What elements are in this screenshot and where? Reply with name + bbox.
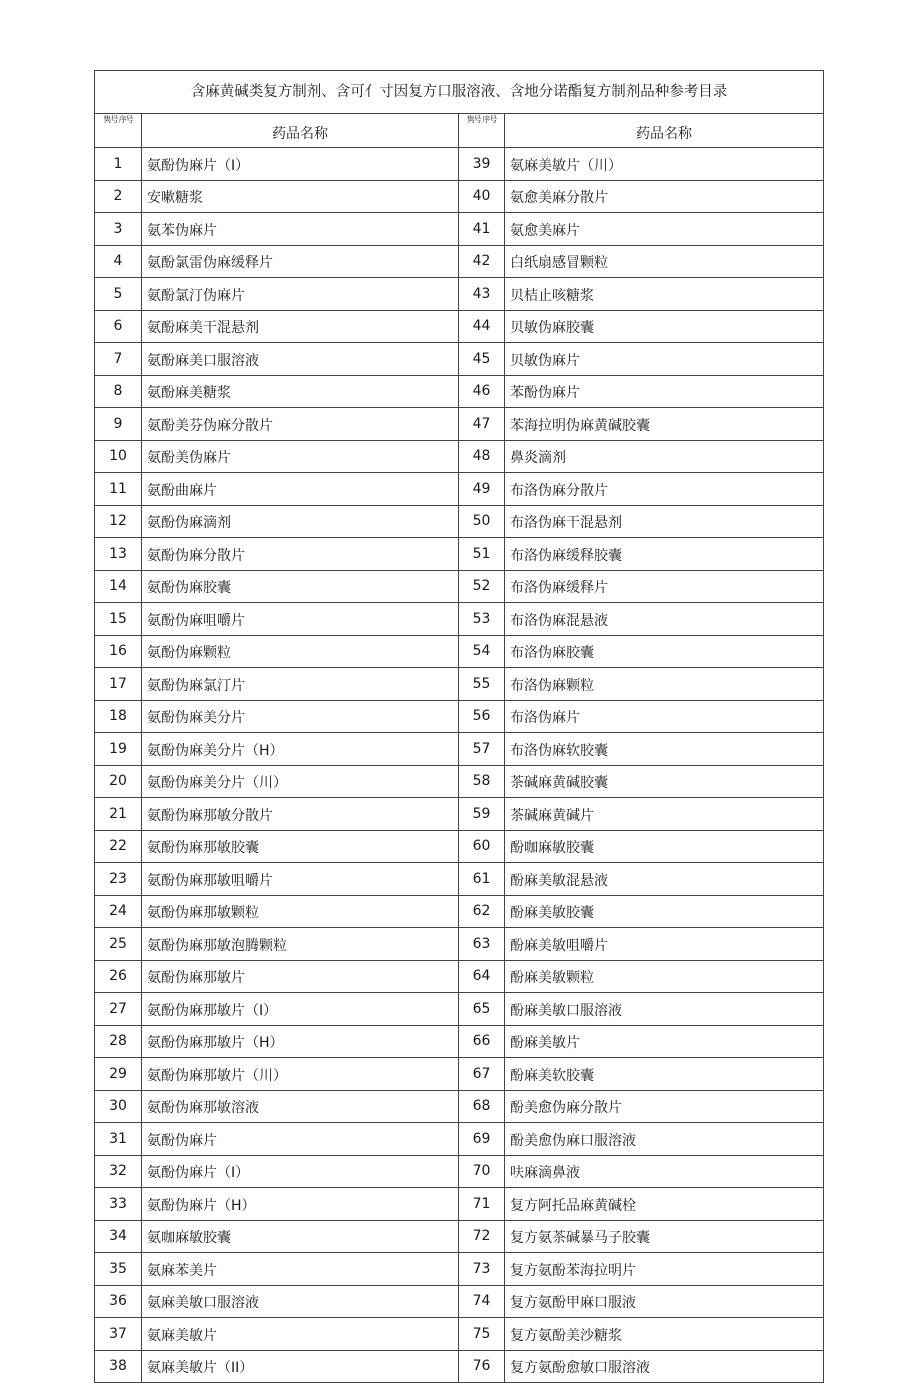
- row-number-left: 6: [95, 310, 142, 343]
- row-number-right: 57: [459, 733, 505, 766]
- drug-name-left: 氨酚伪麻美分片: [142, 700, 459, 733]
- table-row: [95, 473, 824, 506]
- row-number-right: 53: [459, 603, 505, 636]
- drug-name-right: 布洛伪麻缓释胶囊: [505, 538, 824, 571]
- drug-name-left: 氨酚伪麻那敏片（I）: [142, 993, 459, 1026]
- drug-name-left: 氨酚伪麻分散片: [142, 538, 459, 571]
- drug-name-left: 氨酚氯雷伪麻缓释片: [142, 245, 459, 278]
- drug-name-right: 复方氨茶碱暴马子胶囊: [505, 1220, 824, 1253]
- row-number-left: 3: [95, 213, 142, 246]
- drug-name-right: 布洛伪麻片: [505, 700, 824, 733]
- row-number-right: 71: [459, 1188, 505, 1221]
- row-number-left: 25: [95, 928, 142, 961]
- drug-name-right: 复方氨酚甲麻口服液: [505, 1285, 824, 1318]
- drug-name-left: 氨麻苯美片: [142, 1253, 459, 1286]
- table-row: [95, 213, 824, 246]
- row-number-right: 51: [459, 538, 505, 571]
- drug-name-right: 布洛伪麻颗粒: [505, 668, 824, 701]
- drug-name-left: 氨酚伪麻那敏咀嚼片: [142, 863, 459, 896]
- row-number-right: 67: [459, 1058, 505, 1091]
- drug-name-right: 复方阿托品麻黄碱栓: [505, 1188, 824, 1221]
- row-number-left: 28: [95, 1025, 142, 1058]
- row-number-left: 22: [95, 830, 142, 863]
- row-number-right: 49: [459, 473, 505, 506]
- drug-name-left: 氨酚伪麻美分片（H）: [142, 733, 459, 766]
- drug-name-left: 氨酚麻美口服溶液: [142, 343, 459, 376]
- drug-name-left: 氨酚伪麻那敏颗粒: [142, 895, 459, 928]
- header-row: [95, 114, 824, 148]
- drug-name-right: 复方氨酚愈敏口服溶液: [505, 1350, 824, 1383]
- row-number-right: 74: [459, 1285, 505, 1318]
- row-number-right: 73: [459, 1253, 505, 1286]
- table-row: [95, 1155, 824, 1188]
- row-number-right: 70: [459, 1155, 505, 1188]
- table-row: [95, 343, 824, 376]
- row-number-left: 26: [95, 960, 142, 993]
- row-number-left: 15: [95, 603, 142, 636]
- drug-name-left: 氨酚美伪麻片: [142, 440, 459, 473]
- table-row: [95, 700, 824, 733]
- drug-name-right: 酚美愈伪麻分散片: [505, 1090, 824, 1123]
- row-number-right: 61: [459, 863, 505, 896]
- title-row: [95, 71, 824, 114]
- table-row: [95, 895, 824, 928]
- drug-name-right: 茶碱麻黄碱胶囊: [505, 765, 824, 798]
- row-number-left: 19: [95, 733, 142, 766]
- drug-name-left: 氨酚伪麻颗粒: [142, 635, 459, 668]
- drug-name-right: 酚麻美软胶囊: [505, 1058, 824, 1091]
- row-number-right: 72: [459, 1220, 505, 1253]
- row-number-right: 46: [459, 375, 505, 408]
- drug-name-left: 氨酚伪麻那敏溶液: [142, 1090, 459, 1123]
- drug-name-right: 苯海拉明伪麻黄碱胶囊: [505, 408, 824, 441]
- table-row: [95, 440, 824, 473]
- row-number-right: 52: [459, 570, 505, 603]
- row-number-right: 54: [459, 635, 505, 668]
- row-number-left: 20: [95, 765, 142, 798]
- drug-name-left: 氨咖麻敏胶囊: [142, 1220, 459, 1253]
- drug-name-left: 氨酚美芬伪麻分散片: [142, 408, 459, 441]
- row-number-left: 5: [95, 278, 142, 311]
- drug-name-right: 呋麻滴鼻液: [505, 1155, 824, 1188]
- row-number-right: 39: [459, 148, 505, 181]
- header-name-left: 药品名称: [142, 114, 459, 148]
- row-number-left: 29: [95, 1058, 142, 1091]
- table-row: [95, 1025, 824, 1058]
- drug-name-right: 氨愈美麻分散片: [505, 180, 824, 213]
- drug-name-right: 酚麻美敏口服溶液: [505, 993, 824, 1026]
- row-number-left: 37: [95, 1318, 142, 1351]
- header-number-right: 隽号 序号: [459, 114, 505, 148]
- table-row: [95, 1285, 824, 1318]
- row-number-left: 14: [95, 570, 142, 603]
- drug-name-left: 氨苯伪麻片: [142, 213, 459, 246]
- row-number-left: 38: [95, 1350, 142, 1383]
- drug-name-left: 氨酚伪麻片（I）: [142, 148, 459, 181]
- table-row: [95, 1318, 824, 1351]
- drug-name-left: 氨酚伪麻美分片（川）: [142, 765, 459, 798]
- document-title: 含麻黄碱类复方制剂、含可亻寸因复方口服溶液、含地分诺酯复方制剂品种参考目录: [95, 71, 824, 114]
- table-row: [95, 635, 824, 668]
- drug-name-right: 鼻炎滴剂: [505, 440, 824, 473]
- row-number-right: 60: [459, 830, 505, 863]
- row-number-right: 44: [459, 310, 505, 343]
- table-row: [95, 993, 824, 1026]
- drug-name-left: 氨麻美敏片（II）: [142, 1350, 459, 1383]
- row-number-left: 27: [95, 993, 142, 1026]
- row-number-left: 2: [95, 180, 142, 213]
- drug-name-left: 氨酚伪麻滴剂: [142, 505, 459, 538]
- row-number-left: 13: [95, 538, 142, 571]
- drug-name-right: 酚麻美敏片: [505, 1025, 824, 1058]
- row-number-left: 23: [95, 863, 142, 896]
- table-row: [95, 765, 824, 798]
- drug-name-right: 布洛伪麻胶囊: [505, 635, 824, 668]
- row-number-left: 12: [95, 505, 142, 538]
- drug-name-right: 布洛伪麻干混悬剂: [505, 505, 824, 538]
- row-number-left: 11: [95, 473, 142, 506]
- drug-name-right: 酚美愈伪麻口服溶液: [505, 1123, 824, 1156]
- drug-name-left: 氨酚伪麻片（I）: [142, 1155, 459, 1188]
- drug-name-right: 贝敏伪麻片: [505, 343, 824, 376]
- drug-name-left: 氨酚伪麻片: [142, 1123, 459, 1156]
- row-number-left: 24: [95, 895, 142, 928]
- drug-name-left: 氨酚伪麻片（H）: [142, 1188, 459, 1221]
- drug-name-left: 氨酚麻美糖浆: [142, 375, 459, 408]
- row-number-right: 56: [459, 700, 505, 733]
- row-number-right: 68: [459, 1090, 505, 1123]
- table-row: [95, 505, 824, 538]
- header-number-left: 隽号 序号: [95, 114, 142, 148]
- row-number-right: 69: [459, 1123, 505, 1156]
- table-row: [95, 830, 824, 863]
- drug-name-right: 酚麻美敏咀嚼片: [505, 928, 824, 961]
- row-number-left: 33: [95, 1188, 142, 1221]
- row-number-right: 41: [459, 213, 505, 246]
- drug-name-left: 氨酚氯汀伪麻片: [142, 278, 459, 311]
- drug-name-left: 氨酚伪麻那敏片（川）: [142, 1058, 459, 1091]
- drug-name-right: 茶碱麻黄碱片: [505, 798, 824, 831]
- table-row: [95, 245, 824, 278]
- drug-name-left: 氨酚曲麻片: [142, 473, 459, 506]
- header-name-right: 药品名称: [505, 114, 824, 148]
- drug-name-right: 酚麻美敏颗粒: [505, 960, 824, 993]
- row-number-left: 34: [95, 1220, 142, 1253]
- row-number-right: 62: [459, 895, 505, 928]
- drug-name-right: 酚麻美敏混悬液: [505, 863, 824, 896]
- row-number-right: 75: [459, 1318, 505, 1351]
- row-number-left: 10: [95, 440, 142, 473]
- drug-name-left: 氨酚伪麻那敏分散片: [142, 798, 459, 831]
- catalog-document: [94, 70, 823, 1383]
- row-number-right: 76: [459, 1350, 505, 1383]
- drug-name-right: 布洛伪麻混悬液: [505, 603, 824, 636]
- row-number-left: 18: [95, 700, 142, 733]
- drug-name-right: 布洛伪麻软胶囊: [505, 733, 824, 766]
- drug-name-right: 贝敏伪麻胶囊: [505, 310, 824, 343]
- table-row: [95, 1090, 824, 1123]
- row-number-right: 58: [459, 765, 505, 798]
- drug-name-left: 氨麻美敏口服溶液: [142, 1285, 459, 1318]
- row-number-left: 35: [95, 1253, 142, 1286]
- table-row: [95, 1220, 824, 1253]
- row-number-right: 43: [459, 278, 505, 311]
- table-row: [95, 1123, 824, 1156]
- drug-name-right: 布洛伪麻缓释片: [505, 570, 824, 603]
- row-number-right: 47: [459, 408, 505, 441]
- table-row: [95, 960, 824, 993]
- drug-name-left: 氨酚伪麻氯汀片: [142, 668, 459, 701]
- drug-name-left: 氨酚伪麻胶囊: [142, 570, 459, 603]
- drug-name-right: 白纸扇感冒颗粒: [505, 245, 824, 278]
- row-number-left: 8: [95, 375, 142, 408]
- row-number-left: 1: [95, 148, 142, 181]
- table-row: [95, 863, 824, 896]
- drug-name-left: 安嗽糖浆: [142, 180, 459, 213]
- drug-name-right: 复方氨酚苯海拉明片: [505, 1253, 824, 1286]
- table-row: [95, 375, 824, 408]
- row-number-left: 30: [95, 1090, 142, 1123]
- row-number-right: 40: [459, 180, 505, 213]
- row-number-right: 50: [459, 505, 505, 538]
- row-number-right: 45: [459, 343, 505, 376]
- drug-name-left: 氨酚伪麻那敏片（H）: [142, 1025, 459, 1058]
- drug-name-right: 贝桔止咳糖浆: [505, 278, 824, 311]
- table-row: [95, 408, 824, 441]
- row-number-right: 63: [459, 928, 505, 961]
- row-number-left: 31: [95, 1123, 142, 1156]
- row-number-left: 17: [95, 668, 142, 701]
- drug-name-left: 氨酚伪麻那敏胶囊: [142, 830, 459, 863]
- table-row: [95, 538, 824, 571]
- drug-name-right: 氨麻美敏片（川）: [505, 148, 824, 181]
- drug-name-right: 苯酚伪麻片: [505, 375, 824, 408]
- drug-name-right: 布洛伪麻分散片: [505, 473, 824, 506]
- table-row: [95, 148, 824, 181]
- row-number-left: 36: [95, 1285, 142, 1318]
- table-row: [95, 1350, 824, 1383]
- drug-name-right: 酚咖麻敏胶囊: [505, 830, 824, 863]
- row-number-left: 7: [95, 343, 142, 376]
- drug-name-left: 氨酚伪麻咀嚼片: [142, 603, 459, 636]
- row-number-right: 48: [459, 440, 505, 473]
- drug-name-right: 氨愈美麻片: [505, 213, 824, 246]
- row-number-left: 32: [95, 1155, 142, 1188]
- table-row: [95, 180, 824, 213]
- table-row: [95, 798, 824, 831]
- drug-name-right: 酚麻美敏胶囊: [505, 895, 824, 928]
- drug-catalog-table: [94, 70, 824, 1383]
- drug-name-left: 氨酚伪麻那敏泡腾颗粒: [142, 928, 459, 961]
- row-number-left: 9: [95, 408, 142, 441]
- table-row: [95, 668, 824, 701]
- table-row: [95, 1058, 824, 1091]
- table-row: [95, 278, 824, 311]
- row-number-right: 65: [459, 993, 505, 1026]
- row-number-left: 16: [95, 635, 142, 668]
- table-row: [95, 733, 824, 766]
- drug-name-left: 氨酚伪麻那敏片: [142, 960, 459, 993]
- row-number-right: 66: [459, 1025, 505, 1058]
- table-row: [95, 1188, 824, 1221]
- table-row: [95, 1253, 824, 1286]
- row-number-right: 59: [459, 798, 505, 831]
- drug-name-left: 氨麻美敏片: [142, 1318, 459, 1351]
- table-row: [95, 570, 824, 603]
- drug-name-left: 氨酚麻美干混悬剂: [142, 310, 459, 343]
- row-number-right: 64: [459, 960, 505, 993]
- row-number-left: 21: [95, 798, 142, 831]
- row-number-left: 4: [95, 245, 142, 278]
- drug-name-right: 复方氨酚美沙糖浆: [505, 1318, 824, 1351]
- table-row: [95, 603, 824, 636]
- table-row: [95, 310, 824, 343]
- row-number-right: 42: [459, 245, 505, 278]
- row-number-right: 55: [459, 668, 505, 701]
- table-row: [95, 928, 824, 961]
